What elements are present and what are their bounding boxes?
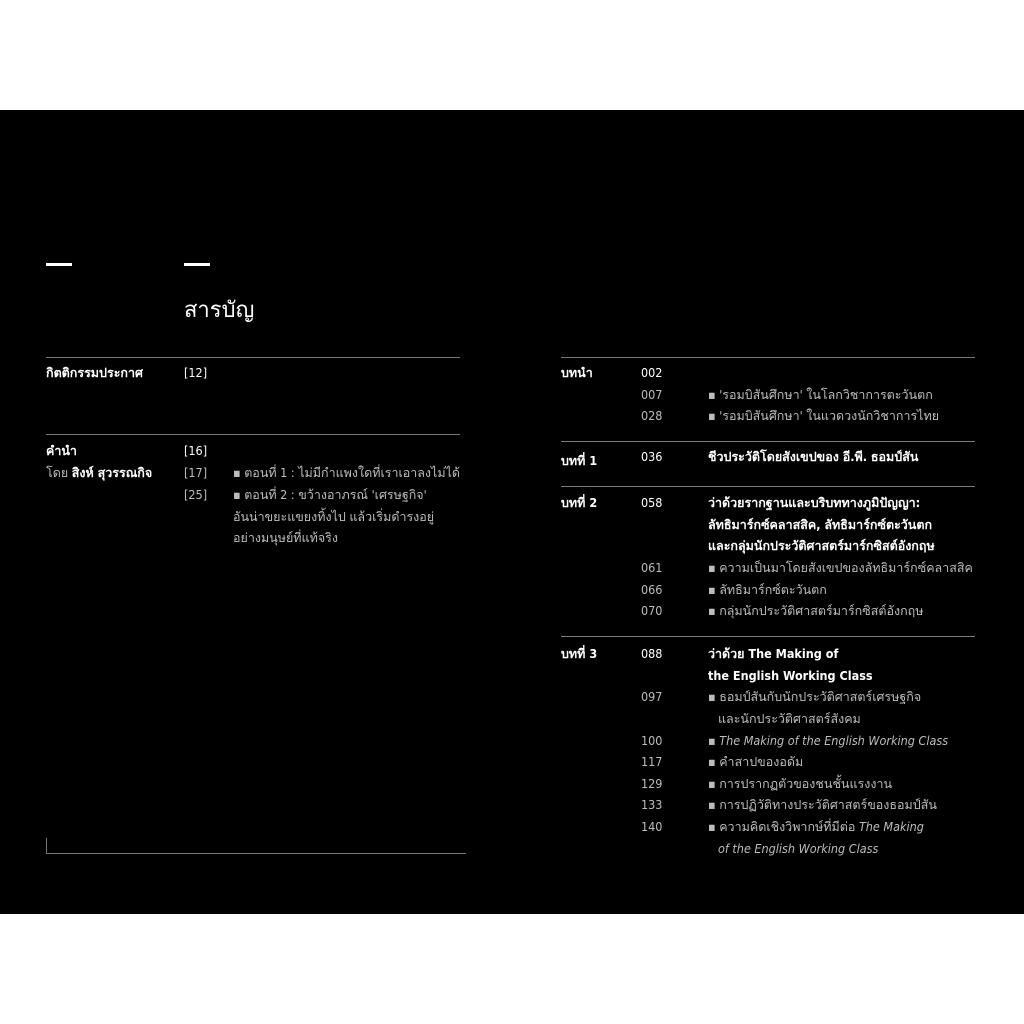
section-divider xyxy=(46,434,460,435)
section-label-chapter-3: บทที่ 3 xyxy=(561,646,598,661)
section-divider xyxy=(561,441,975,442)
section-page: 058 xyxy=(641,495,663,510)
chapter-heading: ลัทธิมาร์กซ์คลาสสิค, ลัทธิมาร์กซ์ตะวันตก xyxy=(708,517,933,532)
section-label-acknowledgements: กิตติกรรมประกาศ xyxy=(46,365,143,380)
section-page: 036 xyxy=(641,449,663,464)
section-divider xyxy=(561,486,975,487)
item-page: 100 xyxy=(641,733,663,748)
section-page: 088 xyxy=(641,646,663,661)
item-text: ▪ 'รอมบิสันศึกษา' ในแวดวงนักวิชาการไทย xyxy=(708,408,940,423)
bullet: ▪ xyxy=(708,733,720,748)
section-page: [16] xyxy=(184,443,208,458)
item-text: ▪ กลุ่มนักประวัติศาสตร์มาร์กซิสต์อังกฤษ xyxy=(708,603,924,618)
section-divider xyxy=(561,636,975,637)
section-page: 002 xyxy=(641,365,663,380)
item-page: 061 xyxy=(641,560,663,575)
item-text: และนักประวัติศาสตร์สังคม xyxy=(718,711,861,726)
item-page: 028 xyxy=(641,408,663,423)
item-text xyxy=(708,816,924,838)
section-divider xyxy=(46,357,460,358)
item-page: 097 xyxy=(641,689,663,704)
page-corner-mark xyxy=(46,838,466,854)
book-title: The Making xyxy=(858,819,924,834)
chapter-heading: ว่าด้วย The Making of xyxy=(708,646,839,661)
chapter-heading: และกลุ่มนักประวัติศาสตร์มาร์กซิสต์อังกฤษ xyxy=(708,538,935,553)
author-prefix: โดย xyxy=(46,465,69,480)
item-text: ▪ ธอมป์สันกับนักประวัติศาสตร์เศรษฐกิจ xyxy=(708,689,922,704)
item-text: ▪ ความเป็นมาโดยสังเขปของลัทธิมาร์กซ์คลาสสิค xyxy=(708,560,973,575)
item-page: 007 xyxy=(641,387,663,402)
book-title: of the English Working Class xyxy=(718,841,879,856)
chapter-heading: ชีวประวัติโดยสังเขปของ อี.พี. ธอมป์สัน xyxy=(708,449,919,464)
item-text: ▪ ตอนที่ 2 : ขว้างอาภรณ์ 'เศรษฐกิจ' xyxy=(233,487,427,502)
item-text xyxy=(708,730,948,752)
item-page: 133 xyxy=(641,797,663,812)
left-margin-dash xyxy=(46,263,72,266)
item-page: [25] xyxy=(184,487,208,502)
item-text: ▪ การปฏิวัติทางประวัติศาสตร์ของธอมป์สัน xyxy=(708,797,937,812)
book-spread xyxy=(0,110,1024,914)
section-label-intro: บทนำ xyxy=(561,365,593,380)
section-label-chapter-2: บทที่ 2 xyxy=(561,495,598,510)
chapter-heading: ว่าด้วยรากฐานและบริบททางภูมิปัญญา: xyxy=(708,495,921,510)
item-text: ▪ ตอนที่ 1 : ไม่มีกำแพงใดที่เราเอาลงไม่ได้ xyxy=(233,465,460,480)
item-text: ▪ การปรากฏตัวของชนชั้นแรงงาน xyxy=(708,776,893,791)
section-label-preface: คำนำ xyxy=(46,443,77,458)
item-page: 066 xyxy=(641,582,663,597)
item-text: ▪ ลัทธิมาร์กซ์ตะวันตก xyxy=(708,582,827,597)
page-title: สารบัญ xyxy=(184,298,255,323)
item-page: [17] xyxy=(184,465,208,480)
item-text: อย่างมนุษย์ที่แท้จริง xyxy=(233,530,338,545)
chapter-heading: the English Working Class xyxy=(708,668,873,683)
item-page: 117 xyxy=(641,754,663,769)
item-page: 129 xyxy=(641,776,663,791)
item-page: 140 xyxy=(641,819,663,834)
item-text: อันน่าขยะแขยงทิ้งไป แล้วเริ่มดำรงอยู่ xyxy=(233,509,435,524)
title-dash xyxy=(184,263,210,266)
author-line xyxy=(46,462,152,484)
section-page: [12] xyxy=(184,365,208,380)
section-divider xyxy=(561,357,975,358)
author-name: สิงห์ สุวรรณกิจ xyxy=(71,465,153,480)
item-text-part: ▪ ความคิดเชิงวิพากษ์ที่มีต่อ xyxy=(708,819,859,834)
section-label-chapter-1: บทที่ 1 xyxy=(561,453,598,468)
book-title: The Making of the English Working Class xyxy=(719,733,949,748)
item-text: ▪ 'รอมบิสันศึกษา' ในโลกวิชาการตะวันตก xyxy=(708,387,933,402)
item-page: 070 xyxy=(641,603,663,618)
item-text: ▪ คำสาปของอดัม xyxy=(708,754,804,769)
